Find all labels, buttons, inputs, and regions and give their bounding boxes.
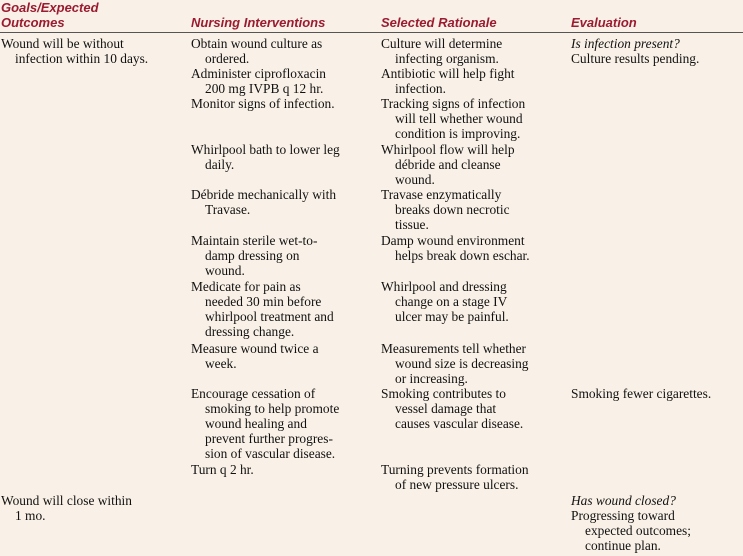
rationale-cell-line: infecting organism.	[395, 51, 499, 66]
rationale-cell-line: vessel damage that	[395, 401, 497, 416]
rationale-cell-line: Antibiotic will help fight	[381, 66, 515, 81]
header-interventions: Nursing Interventions	[191, 15, 326, 30]
intervention-cell-line: Travase.	[205, 202, 251, 217]
rationale-cell-line: Turning prevents formation	[381, 462, 529, 477]
intervention-cell	[191, 96, 335, 111]
intervention-cell-line: Monitor signs of infection.	[191, 96, 335, 111]
evaluation-cell	[571, 386, 711, 401]
evaluation-question: Is infection present?	[571, 36, 680, 51]
intervention-cell-line: damp dressing on	[205, 248, 300, 263]
intervention-cell	[191, 233, 317, 278]
intervention-cell-line: sion of vascular disease.	[205, 446, 336, 461]
rationale-cell-line: change on a stage IV	[395, 294, 508, 309]
rationale-cell-line: causes vascular disease.	[395, 416, 524, 431]
intervention-cell-line: Maintain sterile wet-to-	[191, 233, 318, 248]
intervention-cell-line: Medicate for pain as	[191, 279, 301, 294]
intervention-cell-line: ordered.	[205, 51, 250, 66]
rationale-cell	[381, 66, 515, 96]
intervention-cell-line: Administer ciprofloxacin	[191, 66, 326, 81]
intervention-cell	[191, 341, 319, 371]
rationale-cell-line: Whirlpool and dressing	[381, 279, 507, 294]
evaluation-line: continue plan.	[585, 538, 661, 553]
rationale-cell	[381, 341, 529, 386]
intervention-cell	[191, 66, 326, 96]
rationale-cell	[381, 187, 510, 232]
rationale-cell-line: condition is improving.	[395, 126, 521, 141]
intervention-cell-line: Obtain wound culture as	[191, 36, 323, 51]
evaluation-line: expected outcomes;	[585, 523, 691, 538]
intervention-cell-line: wound.	[205, 263, 245, 278]
intervention-cell	[191, 386, 339, 461]
goal-cell-line: 1 mo.	[15, 508, 46, 523]
evaluation-cell	[571, 493, 691, 553]
rationale-cell-line: débride and cleanse	[395, 157, 501, 172]
evaluation-line: Culture results pending.	[571, 51, 700, 66]
rationale-cell	[381, 142, 515, 187]
rationale-cell	[381, 36, 502, 66]
rationale-cell	[381, 233, 530, 263]
header-goals	[1, 0, 99, 30]
rationale-cell-line: infection.	[395, 81, 446, 96]
rationale-cell	[381, 386, 523, 431]
evaluation-line: Progressing toward	[571, 508, 675, 523]
evaluation-line: Smoking fewer cigarettes.	[571, 386, 712, 401]
header-goals-line1: Goals/Expected	[1, 0, 99, 15]
rationale-cell-line: ulcer may be painful.	[395, 309, 509, 324]
intervention-cell-line: 200 mg IVPB q 12 hr.	[205, 81, 324, 96]
intervention-cell-line: Turn q 2 hr.	[191, 462, 254, 477]
goal-cell-line: infection within 10 days.	[15, 51, 149, 66]
intervention-cell-line: Measure wound twice a	[191, 341, 319, 356]
intervention-cell	[191, 142, 340, 172]
intervention-cell-line: dressing change.	[205, 324, 295, 339]
rationale-cell-line: Smoking contributes to	[381, 386, 506, 401]
intervention-cell-line: wound healing and	[205, 416, 307, 431]
intervention-cell	[191, 462, 254, 477]
rationale-cell-line: wound.	[395, 172, 435, 187]
intervention-cell-line: Whirlpool bath to lower leg	[191, 142, 340, 157]
goal-cell	[1, 493, 132, 523]
intervention-cell-line: Débride mechanically with	[191, 187, 337, 202]
rationale-cell-line: of new pressure ulcers.	[395, 477, 519, 492]
rationale-cell-line: will tell whether wound	[395, 111, 523, 126]
rationale-cell-line: Tracking signs of infection	[381, 96, 526, 111]
rationale-cell-line: wound size is decreasing	[395, 356, 529, 371]
header-divider	[0, 32, 743, 33]
rationale-cell-line: tissue.	[395, 217, 429, 232]
header-goals-line2: Outcomes	[1, 15, 65, 30]
intervention-cell-line: prevent further progres-	[205, 431, 333, 446]
goal-cell-line: Wound will close within	[1, 493, 132, 508]
intervention-cell-line: needed 30 min before	[205, 294, 322, 309]
rationale-cell-line: Measurements tell whether	[381, 341, 527, 356]
rationale-cell	[381, 462, 529, 492]
intervention-cell-line: daily.	[205, 157, 235, 172]
intervention-cell-line: week.	[205, 356, 237, 371]
evaluation-cell	[571, 36, 699, 66]
rationale-cell	[381, 279, 509, 324]
evaluation-question: Has wound closed?	[571, 493, 676, 508]
rationale-cell-line: Travase enzymatically	[381, 187, 502, 202]
rationale-cell-line: breaks down necrotic	[395, 202, 510, 217]
rationale-cell-line: Culture will determine	[381, 36, 503, 51]
intervention-cell-line: smoking to help promote	[205, 401, 340, 416]
intervention-cell	[191, 187, 336, 217]
rationale-cell-line: helps break down eschar.	[395, 248, 530, 263]
intervention-cell	[191, 279, 334, 339]
rationale-cell-line: Damp wound environment	[381, 233, 525, 248]
rationale-cell	[381, 96, 525, 141]
intervention-cell	[191, 36, 322, 66]
intervention-cell-line: whirlpool treatment and	[205, 309, 334, 324]
goal-cell-line: Wound will be without	[1, 36, 124, 51]
header-evaluation: Evaluation	[571, 15, 637, 30]
intervention-cell-line: Encourage cessation of	[191, 386, 316, 401]
goal-cell	[1, 36, 148, 66]
rationale-cell-line: or increasing.	[395, 371, 468, 386]
header-rationale: Selected Rationale	[381, 15, 497, 30]
rationale-cell-line: Whirlpool flow will help	[381, 142, 515, 157]
